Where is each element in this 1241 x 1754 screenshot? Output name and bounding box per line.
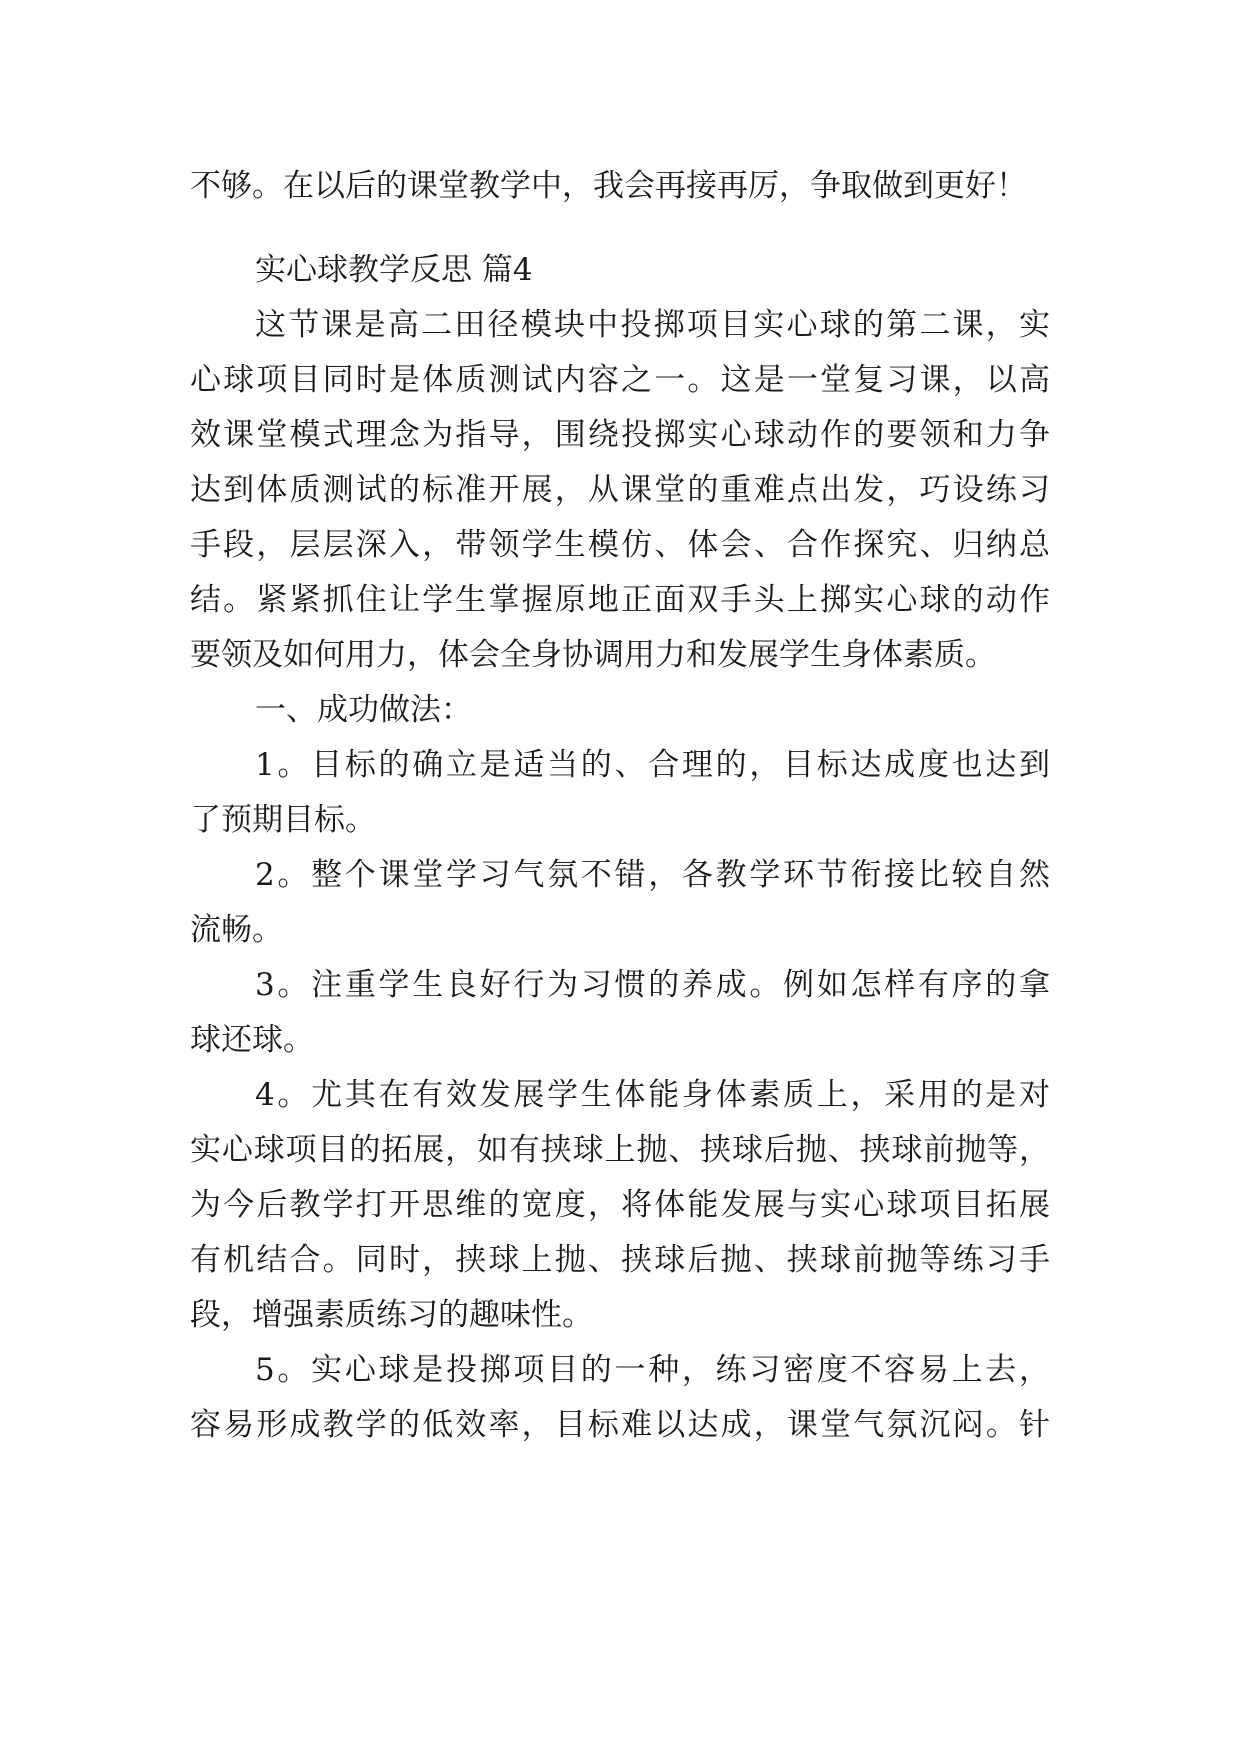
list-item-line: 3。注重学生良好行为习惯的养成。例如怎样有序的拿 [255,967,1050,1003]
paragraph-line: 效课堂模式理念为指导，围绕投掷实心球动作的要领和力争 [190,417,1050,453]
list-item-line: 段，增强素质练习的趣味性。 [190,1297,593,1333]
paragraph-line: 不够。在以后的课堂教学中，我会再接再厉，争取做到更好！ [190,168,1027,204]
paragraph-line: 要领及如何用力，体会全身协调用力和发展学生身体素质。 [190,637,996,673]
list-item-line: 流畅。 [190,912,283,948]
list-item-line: 球还球。 [190,1022,314,1058]
subheading: 一、成功做法： [255,692,472,728]
list-item-line: 4。尤其在有效发展学生体能身体素质上，采用的是对 [255,1077,1050,1113]
list-item-line: 有机结合。同时，挟球上抛、挟球后抛、挟球前抛等练习手 [190,1242,1050,1278]
list-item-line: 为今后教学打开思维的宽度，将体能发展与实心球项目拓展 [190,1187,1050,1223]
list-item-line: 2。整个课堂学习气氛不错，各教学环节衔接比较自然 [255,857,1050,893]
list-item-line: 容易形成教学的低效率，目标难以达成，课堂气氛沉闷。针 [190,1407,1050,1443]
list-item-line: 1。目标的确立是适当的、合理的，目标达成度也达到 [255,747,1050,783]
list-item-line: 实心球项目的拓展，如有挟球上抛、挟球后抛、挟球前抛等， [190,1132,1050,1168]
paragraph-line: 达到体质测试的标准开展，从课堂的重难点出发，巧设练习 [190,472,1050,508]
list-item-line: 5。实心球是投掷项目的一种，练习密度不容易上去， [255,1352,1050,1388]
paragraph-line: 手段，层层深入，带领学生模仿、体会、合作探究、归纳总 [190,527,1050,563]
section-heading: 实心球教学反思 篇4 [255,252,533,288]
paragraph-line: 这节课是高二田径模块中投掷项目实心球的第二课，实 [255,307,1050,343]
paragraph-line: 心球项目同时是体质测试内容之一。这是一堂复习课，以高 [190,362,1050,398]
paragraph-line: 结。紧紧抓住让学生掌握原地正面双手头上掷实心球的动作 [190,582,1050,618]
list-item-line: 了预期目标。 [190,802,376,838]
